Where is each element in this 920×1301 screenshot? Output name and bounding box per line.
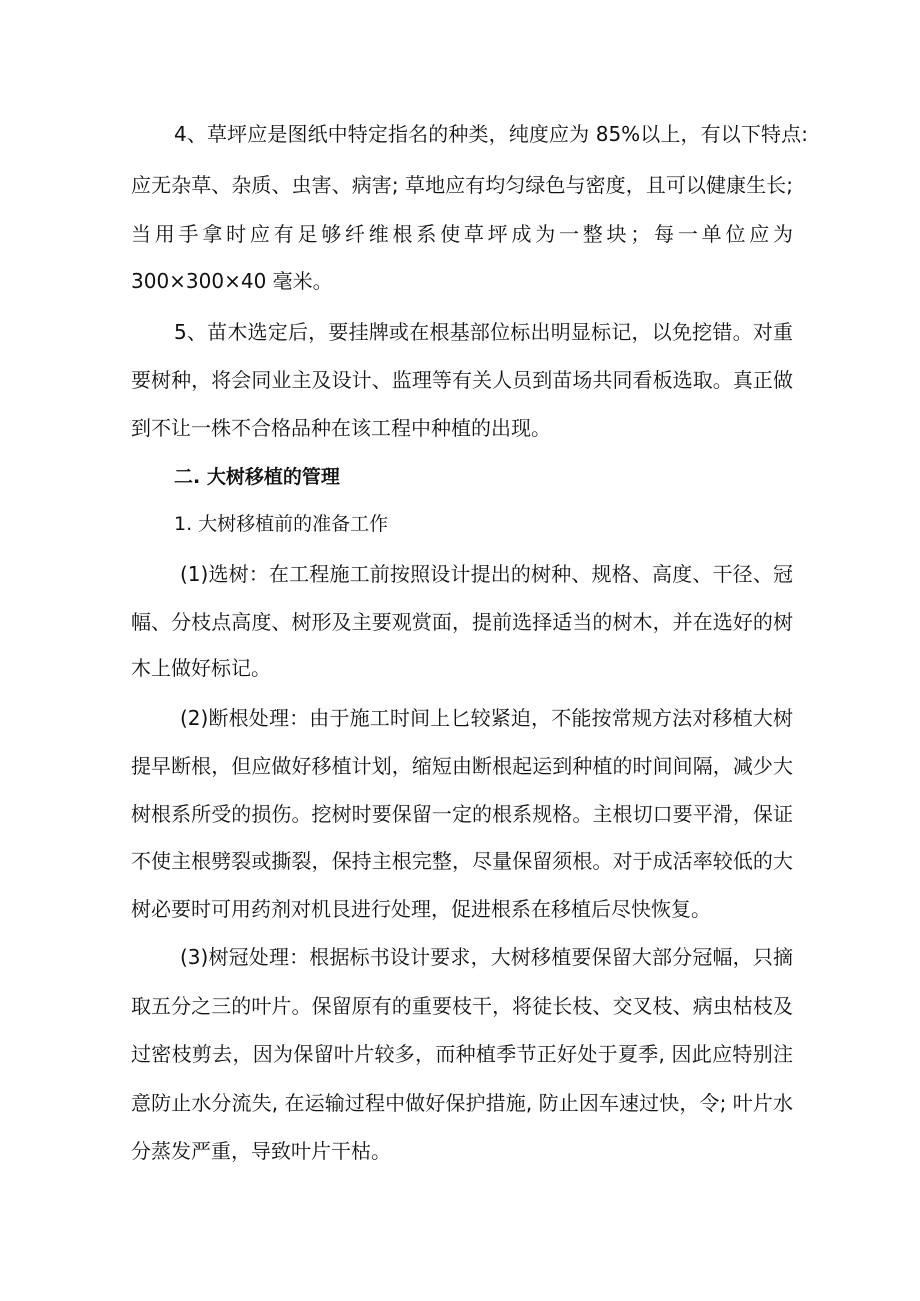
text-line: 要树种，将会同业主及设计、监理等有关人员到苗场共同看板选取。真正做 (131, 368, 793, 392)
text-line: 幅、分枝点高度、树形及主要观赏面，提前选择适当的树木，并在选好的树 (131, 610, 793, 634)
text-line: 木上做好标记。 (131, 656, 271, 680)
subsection-heading: 1. 大树移植前的准备工作 (174, 513, 389, 535)
text-line: 到不让一株不合格品种在该工程中种植的出现。 (131, 416, 551, 440)
text-line: 分蒸发严重，导致叶片干枯。 (131, 1139, 391, 1163)
text-line: 不使主根劈裂或撕裂，保持主根完整，尽量保留须根。对于成活率较低的大 (131, 849, 793, 873)
text-line: 提早断根，但应做好移植计划，缩短由断根起运到种植的时间间隔，减少大 (131, 754, 793, 778)
text-line: 4、草坪应是图纸中特定指名的种类，纯度应为 85%以上，有以下特点: (174, 122, 808, 146)
text-line: 意防止水分流失, 在运输过程中做好保护措施, 防止因车速过快，令; 叶片水 (131, 1091, 793, 1115)
text-line: 树根系所受的损伤。挖树时要保留一定的根系规格。主根切口要平滑，保证 (131, 802, 793, 826)
text-line: 当用手拿时应有足够纤维根系使草坪成为一整块；每一单位应为 (131, 222, 793, 246)
text-line: 应无杂草、杂质、虫害、病害; 草地应有均匀绿色与密度，且可以健康生长; (131, 173, 793, 197)
text-line: (2)断根处理：由于施工时间上匕较紧迫，不能按常规方法对移植大树 (180, 706, 793, 730)
text-line: (3)树冠处理：根据标书设计要求，大树移植要保留大部分冠幅，只摘 (180, 945, 793, 969)
text-line: 树必要时可用药剂对机艮进行处理，促进根系在移植后尽快恢复。 (131, 897, 711, 921)
text-line: 过密枝剪去，因为保留叶片较多，而种植季节正好处于夏季, 因此应特别注 (131, 1042, 793, 1066)
text-line: 300×300×40 毫米。 (131, 269, 333, 293)
text-line: 取五分之三的叶片。保留原有的重要枝干，将徒长枝、交叉枝、病虫枯枝及 (131, 994, 793, 1018)
text-line: (1)选树：在工程施工前按照设计提出的树种、规格、高度、干径、冠 (180, 562, 793, 586)
text-line: 5、苗木选定后，要挂牌或在根基部位标出明显标记，以免挖错。对重 (174, 320, 793, 344)
section-heading: 二. 大树移植的管理 (174, 466, 340, 488)
